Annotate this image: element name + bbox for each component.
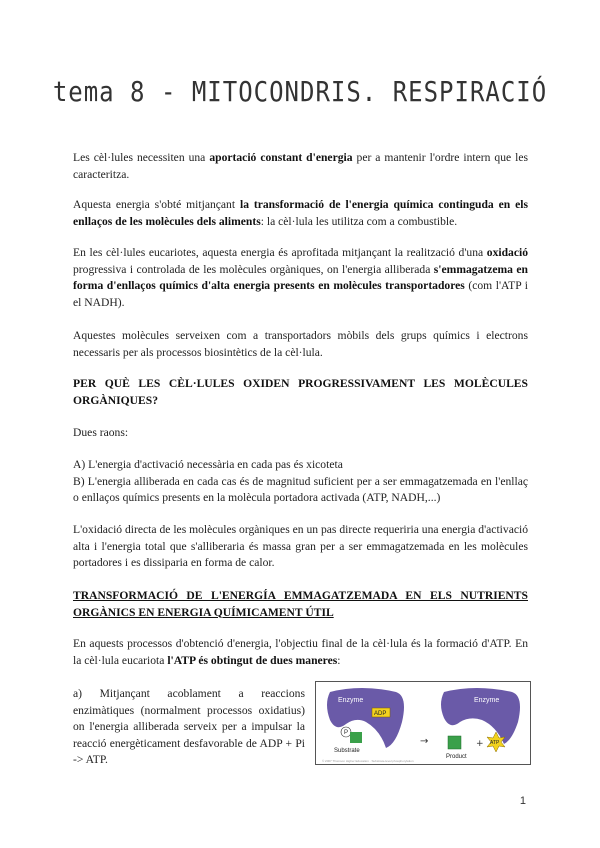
figure-caption: © 2007 Thomson Higher Education · Substrate-level phosphorylation bbox=[322, 759, 414, 763]
phosphate-label: P bbox=[344, 730, 349, 736]
section-heading-2: TRANSFORMACIÓ DE L'ENERGÍA EMMAGATZEMADA EN ELS NUTRIENTS ORGÀNICS EN ENERGIA QUÍMICAMENT ÚTIL bbox=[73, 589, 528, 619]
enzyme-diagram bbox=[316, 682, 530, 764]
paragraph-8: En aquests processos d'obtenció d'energia, l'objectiu final de la cèl·lula és la formació d'ATP. En la cèl·lula eucariota l'ATP és obtingut de dues maneres: bbox=[73, 637, 528, 667]
paragraph-6: A) L'energia d'activació necessària en cada pas és xicoteta B) L'energia alliberada en cada cas és de magnitud suficient per a ser emmagatzemada en l'enllaç o enllaços químics presents en la molècula portadora activada (ATP, NADH,...) bbox=[73, 458, 528, 504]
atp-label: ATP bbox=[490, 740, 500, 746]
substrate-label: Substrate bbox=[334, 748, 360, 754]
product-box bbox=[448, 736, 461, 749]
paragraph-2: Aquesta energia s'obté mitjançant la transformació de l'energia química continguda en els enllaços de les molècules dels aliments: la cèl·lula les utilitza com a combustible. bbox=[73, 198, 528, 228]
paragraph-9: a) Mitjançant acoblament a reaccions enzimàtiques (normalment processos oxidatius) on l'energia alliberada serveix per a impulsar la reacció energèticament desfavorable de ADP + Pi -> ATP. bbox=[73, 687, 305, 766]
paragraph-7: L'oxidació directa de les molècules orgàniques en un pas directe requeriria una energia d'activació alta i l'energia total que s'alliberaria és massa gran per a ser emmagatzemada en les molècules portadores i es dissiparia en forma de calor. bbox=[73, 523, 528, 569]
page-title: tema 8 - MITOCONDRIS. RESPIRACIÓ bbox=[52, 75, 548, 109]
section-heading-1: PER QUÈ LES CÈL·LULES OXIDEN PROGRESSIVAMENT LES MOLÈCULES ORGÀNIQUES? bbox=[73, 377, 528, 407]
adp-label: ADP bbox=[374, 711, 387, 717]
paragraph-3: En les cèl·lules eucariotes, aquesta energia és aprofitada mitjançant la realització d'una oxidació progressiva i controlada de les molècules orgàniques, on l'energia alliberada s'emmagatzema en forma d'enllaços químics d'alta energia presents en molècules transportadores (com l'ATP i el NADH). bbox=[73, 246, 529, 309]
paragraph-1: Les cèl·lules necessiten una aportació constant d'energia per a mantenir l'ordre intern que les caracteritza. bbox=[73, 151, 528, 181]
paragraph-4: Aquestes molècules serveixen com a transportadors mòbils dels grups químics i electrons necessaris per als processos biosintètics de la cèl·lula. bbox=[73, 329, 528, 359]
enzyme-label-left: Enzyme bbox=[338, 697, 364, 704]
product-label: Product bbox=[446, 754, 467, 760]
paragraph-5: Dues raons: bbox=[73, 426, 129, 439]
substrate-box bbox=[350, 732, 362, 743]
enzyme-label-right: Enzyme bbox=[474, 697, 500, 704]
page-number: 1 bbox=[519, 795, 526, 807]
plus-sign: + bbox=[476, 739, 484, 749]
enzyme-figure bbox=[315, 681, 531, 765]
reaction-arrow: → bbox=[420, 736, 429, 747]
